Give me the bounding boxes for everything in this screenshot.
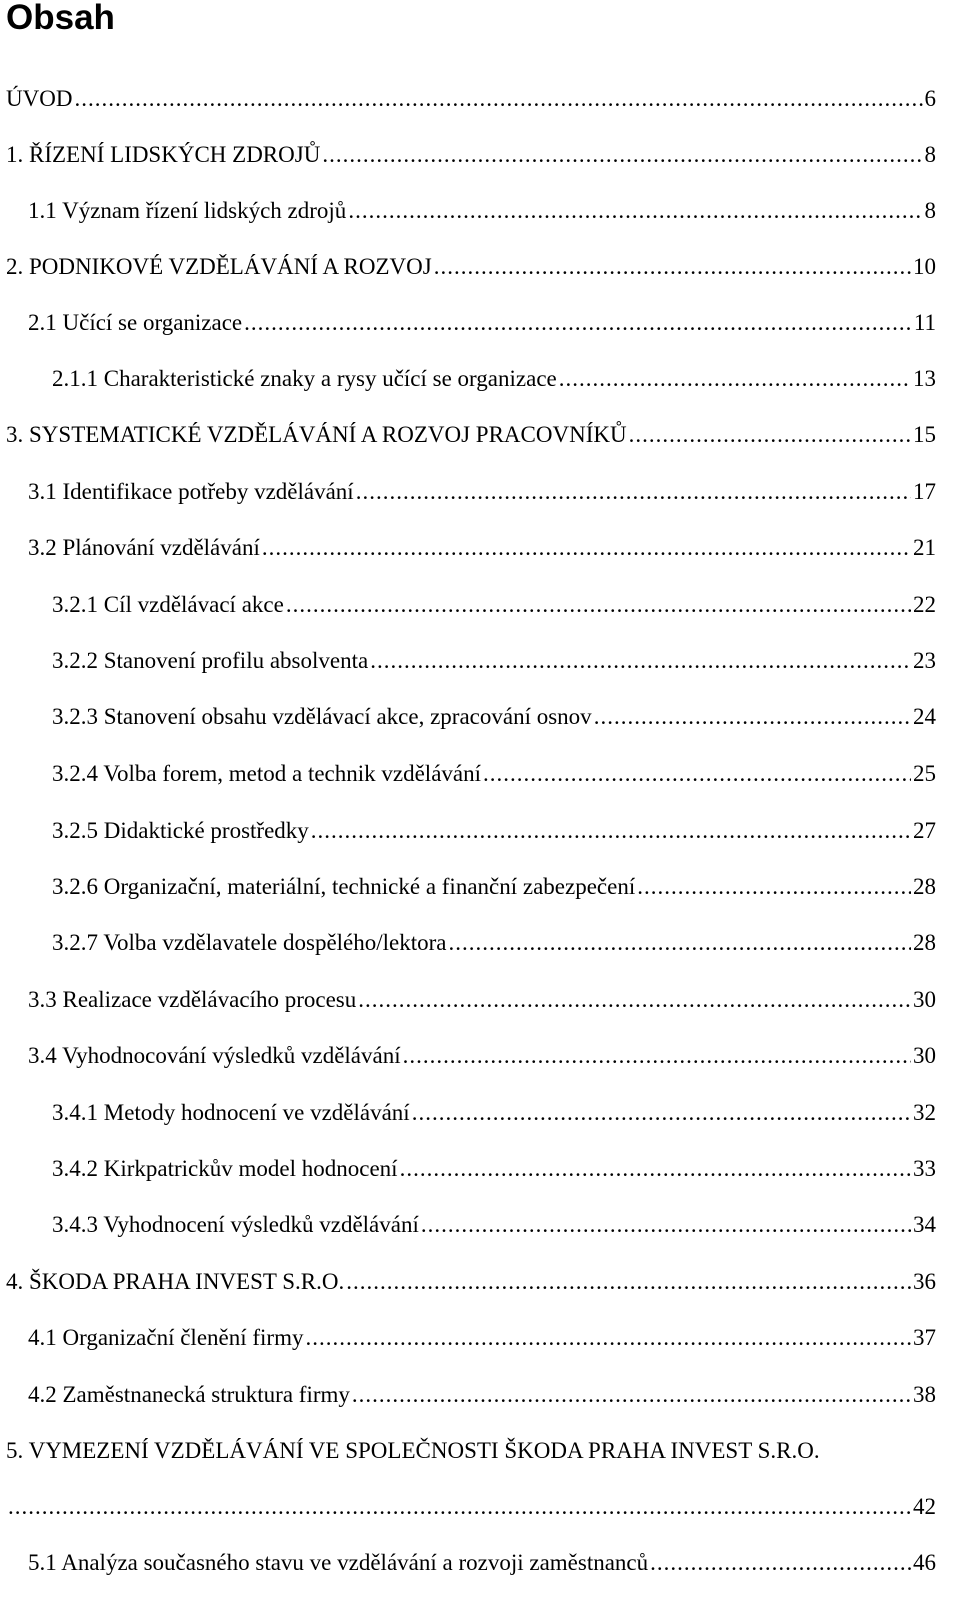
toc-entry[interactable] — [6, 140, 936, 170]
toc-leader-dots — [311, 816, 911, 846]
toc-entry[interactable] — [28, 196, 936, 226]
toc-entry-label: ÚVOD — [6, 86, 73, 111]
toc-leader-dots — [370, 646, 911, 676]
toc-entry-page: 30 — [913, 987, 936, 1012]
toc-entry-label: 3.3 Realizace vzdělávacího procesu — [28, 987, 357, 1012]
toc-leader-dots — [594, 702, 911, 732]
toc-entry[interactable] — [52, 759, 936, 789]
toc-entry-page: 28 — [913, 930, 936, 955]
toc-entry-label: 4. ŠKODA PRAHA INVEST S.R.O. — [6, 1269, 345, 1294]
toc-entry-label: 2. PODNIKOVÉ VZDĚLÁVÁNÍ A ROZVOJ — [6, 254, 432, 279]
toc-entry-label: 3. SYSTEMATICKÉ VZDĚLÁVÁNÍ A ROZVOJ PRACOVNÍKŮ — [6, 422, 627, 447]
toc-entry[interactable] — [28, 985, 936, 1015]
toc-leader-dots — [483, 759, 911, 789]
toc-entry-label: 3.2.7 Volba vzdělavatele dospělého/lektora — [52, 930, 447, 955]
toc-entry-page: 8 — [924, 142, 936, 167]
toc-leader-dots — [346, 1267, 911, 1297]
toc-entry-page: 28 — [913, 874, 936, 899]
toc-entry-page: 42 — [913, 1494, 936, 1519]
toc-leader-dots — [421, 1210, 911, 1240]
toc-entry-page: 22 — [913, 592, 936, 617]
toc-entry[interactable] — [52, 590, 936, 620]
toc-leader-dots — [650, 1548, 911, 1578]
toc-entry-page: 13 — [913, 366, 936, 391]
toc-entry[interactable] — [52, 928, 936, 958]
toc-entry-page: 33 — [913, 1156, 936, 1181]
toc-entry-page: 10 — [913, 254, 936, 279]
toc-entry-label: 3.2.1 Cíl vzdělávací akce — [52, 592, 284, 617]
toc-entry[interactable] — [52, 816, 936, 846]
toc-leader-dots — [356, 477, 911, 507]
toc-leader-dots — [352, 1380, 911, 1410]
toc-entry-page: 32 — [913, 1100, 936, 1125]
toc-entry[interactable] — [52, 872, 936, 902]
toc-entry-page: 11 — [913, 310, 936, 335]
toc-leader-dots — [286, 590, 911, 620]
toc-leader-dots — [244, 308, 912, 338]
toc-entry-label: 3.2 Plánování vzdělávání — [28, 535, 260, 560]
toc-entry[interactable] — [6, 420, 936, 450]
toc-entry[interactable] — [52, 702, 936, 732]
toc-entry-label: 3.2.2 Stanovení profilu absolventa — [52, 648, 369, 673]
toc-entry[interactable] — [6, 1267, 936, 1297]
toc-leader-dots — [629, 420, 911, 450]
toc-entry-label: 3.2.6 Organizační, materiální, technické a finanční zabezpečení — [52, 874, 636, 899]
toc-entry-page: 27 — [913, 818, 936, 843]
toc-entry-label: 3.4.3 Vyhodnocení výsledků vzdělávání — [52, 1212, 419, 1237]
toc-leader-dots — [305, 1323, 911, 1353]
toc-entry-page: 21 — [913, 535, 936, 560]
toc-entry-label: 4.1 Organizační členění firmy — [28, 1325, 304, 1350]
toc-leader-dots — [358, 985, 911, 1015]
toc-leader-dots — [637, 872, 911, 902]
toc-entry-label: 4.2 Zaměstnanecká struktura firmy — [28, 1382, 350, 1407]
page-title: Obsah — [6, 0, 115, 37]
toc-entry-page: 24 — [913, 704, 936, 729]
toc-entry[interactable] — [28, 1323, 936, 1353]
toc-leader-dots — [434, 252, 911, 282]
toc-entry-label: 3.4 Vyhodnocování výsledků vzdělávání — [28, 1043, 401, 1068]
toc-entry[interactable] — [28, 1380, 936, 1410]
toc-entry-page: 30 — [913, 1043, 936, 1068]
toc-leader-dots — [403, 1041, 911, 1071]
toc-entry[interactable] — [6, 84, 936, 114]
toc-entry[interactable] — [28, 1548, 936, 1578]
toc-leader-dots — [74, 84, 922, 114]
toc-entry-page: 23 — [913, 648, 936, 673]
toc-entry-page: 46 — [913, 1550, 936, 1575]
toc-entry-page: 36 — [913, 1269, 936, 1294]
toc-entry-page: 15 — [913, 422, 936, 447]
toc-entry[interactable] — [28, 308, 936, 338]
toc-leader-dots — [412, 1098, 911, 1128]
toc-entry-page: 25 — [913, 761, 936, 786]
toc-leader-dots — [449, 928, 911, 958]
toc-entry[interactable] — [6, 1436, 936, 1466]
toc-leader-dots — [348, 196, 922, 226]
toc-entry[interactable] — [52, 1210, 936, 1240]
toc-entry-label: 2.1 Učící se organizace — [28, 310, 243, 335]
toc-entry-label: 1. ŘÍZENÍ LIDSKÝCH ZDROJŮ — [6, 142, 321, 167]
toc-entry-label: 3.4.1 Metody hodnocení ve vzdělávání — [52, 1100, 410, 1125]
toc-entry[interactable] — [52, 1154, 936, 1184]
toc-entry-label: 3.2.5 Didaktické prostředky — [52, 818, 309, 843]
toc-leader-dots — [8, 1492, 911, 1522]
toc-leader-dots — [400, 1154, 911, 1184]
toc-leader-dots — [262, 533, 911, 563]
toc-entry-page: 8 — [924, 198, 936, 223]
toc-entry[interactable] — [52, 1098, 936, 1128]
toc-entry-continuation[interactable] — [6, 1492, 936, 1522]
toc-entry-label: 5.1 Analýza současného stavu ve vzdělávání a rozvoji zaměstnanců — [28, 1550, 649, 1575]
toc-entry-label: 3.1 Identifikace potřeby vzdělávání — [28, 479, 354, 504]
toc-entry-label: 1.1 Význam řízení lidských zdrojů — [28, 198, 347, 223]
toc-entry-page: 34 — [913, 1212, 936, 1237]
toc-entry-label: 3.2.4 Volba forem, metod a technik vzdělávání — [52, 761, 482, 786]
toc-entry[interactable] — [28, 1041, 936, 1071]
toc-entry[interactable] — [28, 533, 936, 563]
toc-entry-page: 17 — [913, 479, 936, 504]
toc-entry[interactable] — [6, 252, 936, 282]
toc-entry-page: 6 — [924, 86, 936, 111]
toc-leader-dots — [322, 140, 922, 170]
toc-leader-dots — [559, 364, 911, 394]
toc-entry-label: 3.2.3 Stanovení obsahu vzdělávací akce, zpracování osnov — [52, 704, 592, 729]
toc-entry[interactable] — [52, 646, 936, 676]
toc-entry-label: 5. VYMEZENÍ VZDĚLÁVÁNÍ VE SPOLEČNOSTI ŠKODA PRAHA INVEST S.R.O. — [6, 1438, 820, 1463]
toc-entry-label: 3.4.2 Kirkpatrickův model hodnocení — [52, 1156, 398, 1181]
toc-entry-page: 37 — [913, 1325, 936, 1350]
toc-entry-label: 2.1.1 Charakteristické znaky a rysy učící se organizace — [52, 366, 557, 391]
toc-entry[interactable] — [52, 364, 936, 394]
toc-entry-page: 38 — [913, 1382, 936, 1407]
toc-entry[interactable] — [28, 477, 936, 507]
